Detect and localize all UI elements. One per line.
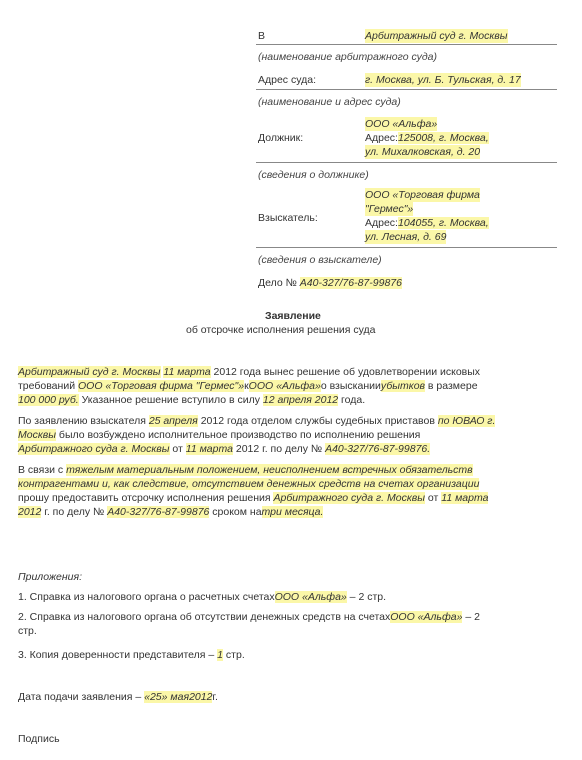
case-number: А40-327/76-87-99876. — [325, 443, 431, 455]
page-count: 1 — [217, 649, 224, 661]
court-name: Арбитражный суд г. Москвы — [18, 366, 161, 378]
paragraph-3-line-3 — [18, 491, 488, 505]
creditor-address-value: 104055, г. Москва, — [397, 217, 489, 229]
attachment-item-2-line-1 — [18, 610, 480, 624]
organization-name: ООО «Альфа» — [390, 611, 463, 623]
text: 2012 года вынес решение об удовлетворении исковых — [213, 366, 481, 378]
text: года. — [338, 394, 366, 406]
text: о взыскании — [320, 380, 381, 392]
creditor-address-prefix: Адрес: — [365, 217, 398, 229]
debtor-name: ООО «Альфа» — [365, 118, 438, 130]
text: – 2 — [462, 611, 480, 623]
submission-year: 2012 — [189, 691, 213, 703]
creditor-name-line2: "Гермес"» — [365, 203, 414, 215]
debtor-label: Должник: — [258, 132, 304, 144]
date-label: Дата подачи заявления – — [18, 691, 142, 703]
text: 1. Справка из налогового органа о расчетных счетах — [18, 591, 275, 603]
text: сроком на — [209, 506, 262, 518]
text: прошу предоставить отсрочку исполнения решения — [18, 492, 271, 504]
bailiff-department: Москвы — [18, 429, 57, 441]
creditor-name-line1: ООО «Торговая фирма — [365, 189, 480, 201]
text: в размере — [425, 380, 478, 392]
debtor-caption: (сведения о должнике) — [258, 169, 369, 181]
paragraph-3 — [18, 463, 488, 519]
court-caption: (наименование арбитражного суда) — [258, 51, 437, 63]
petition-date: 25 апреля — [148, 415, 198, 427]
paragraph-3-line-4 — [18, 505, 488, 519]
text: было возбуждено исполнительное производство по исполнению решения — [56, 429, 421, 441]
deferral-term: три месяца. — [261, 506, 324, 518]
text: от — [425, 492, 439, 504]
paragraph-3-line-1 — [18, 463, 488, 477]
effective-date: 12 апреля 2012 — [262, 394, 339, 406]
address-caption: (наименование и адрес суда) — [258, 96, 401, 108]
text: Указанное решение вступило в силу — [78, 394, 260, 406]
text: к — [244, 380, 249, 392]
divider — [256, 44, 557, 45]
text: – 2 стр. — [346, 591, 387, 603]
case-number: А40-327/76-87-99876 — [299, 277, 402, 289]
reason: тяжелым материальным положением, неисполнением встречных обязательств — [66, 464, 473, 476]
paragraph-1 — [18, 365, 480, 407]
submission-date: «25» мая — [144, 691, 190, 703]
debtor-address-prefix: Адрес: — [365, 132, 398, 144]
attachment-item-2 — [18, 610, 480, 638]
paragraph-1-line-1 — [18, 365, 480, 379]
paragraph-1-line-2 — [18, 379, 480, 393]
divider — [256, 247, 557, 248]
text: от — [169, 443, 183, 455]
debtor-address-value: 125008, г. Москва, — [397, 132, 489, 144]
divider — [256, 89, 557, 90]
bailiff-department: по ЮВАО г. — [437, 415, 496, 427]
defendant-name: ООО «Альфа» — [248, 380, 321, 392]
document-subtitle: об отсрочке исполнения решения суда — [186, 324, 376, 336]
organization-name: ООО «Альфа» — [274, 591, 347, 603]
debtor-address-line2: ул. Михалковская, д. 20 — [365, 146, 481, 158]
paragraph-2-line-1 — [18, 414, 495, 428]
plaintiff-name: ООО «Торговая фирма "Гермес"» — [77, 380, 245, 392]
text: стр. — [223, 649, 245, 661]
signature-label: Подпись — [18, 733, 60, 745]
text: 2012 г. по делу № — [232, 443, 323, 455]
text: 2. Справка из налогового органа об отсутствии денежных средств на счетах — [18, 611, 391, 623]
text: 2012 года отделом службы судебных приставов — [197, 415, 435, 427]
paragraph-1-line-3 — [18, 393, 480, 407]
decision-date: 11 марта — [163, 366, 211, 378]
text: По заявлению взыскателя — [18, 415, 146, 427]
divider — [256, 162, 557, 163]
claim-type: убытков — [380, 380, 426, 392]
paragraph-2-line-3 — [18, 442, 495, 456]
debtor-address-line1 — [365, 131, 489, 145]
text: требований — [18, 380, 76, 392]
document-title: Заявление — [265, 310, 321, 322]
submission-date-line — [18, 690, 218, 704]
to-label: В — [258, 30, 266, 42]
text: В связи с — [18, 464, 64, 476]
court-name: Арбитражный суд г. Москвы — [365, 30, 508, 42]
decision-year: 2012 — [18, 506, 42, 518]
text: г. — [212, 691, 218, 703]
court-address: г. Москва, ул. Б. Тульская, д. 17 — [365, 74, 521, 86]
paragraph-2-line-2 — [18, 428, 495, 442]
paragraph-2 — [18, 414, 495, 456]
attachment-item-2-line-2: стр. — [18, 625, 37, 637]
decision-date: 11 марта — [441, 492, 489, 504]
court-name: Арбитражного суда г. Москвы — [18, 443, 170, 455]
creditor-address-line2: ул. Лесная, д. 69 — [365, 231, 447, 243]
text: г. по делу № — [41, 506, 105, 518]
attachment-item-3 — [18, 648, 245, 662]
claim-amount: 100 000 руб. — [18, 394, 79, 406]
decision-date: 11 марта — [185, 443, 233, 455]
case-number: А40-327/76-87-99876 — [107, 506, 210, 518]
attachment-item-1 — [18, 590, 386, 604]
reason: контрагентами и, как следствие, отсутствием денежных средств на счетах организации — [18, 478, 480, 490]
creditor-address-line1 — [365, 216, 489, 230]
case-prefix: Дело № — [258, 277, 297, 289]
creditor-label: Взыскатель: — [258, 212, 318, 224]
case-number-line — [258, 276, 402, 290]
attachments-heading: Приложения: — [18, 571, 83, 583]
creditor-caption: (сведения о взыскателе) — [258, 254, 382, 266]
court-name: Арбитражного суда г. Москвы — [273, 492, 425, 504]
address-label: Адрес суда: — [258, 74, 317, 86]
text: 3. Копия доверенности представителя – — [18, 649, 215, 661]
paragraph-3-line-2 — [18, 477, 488, 491]
